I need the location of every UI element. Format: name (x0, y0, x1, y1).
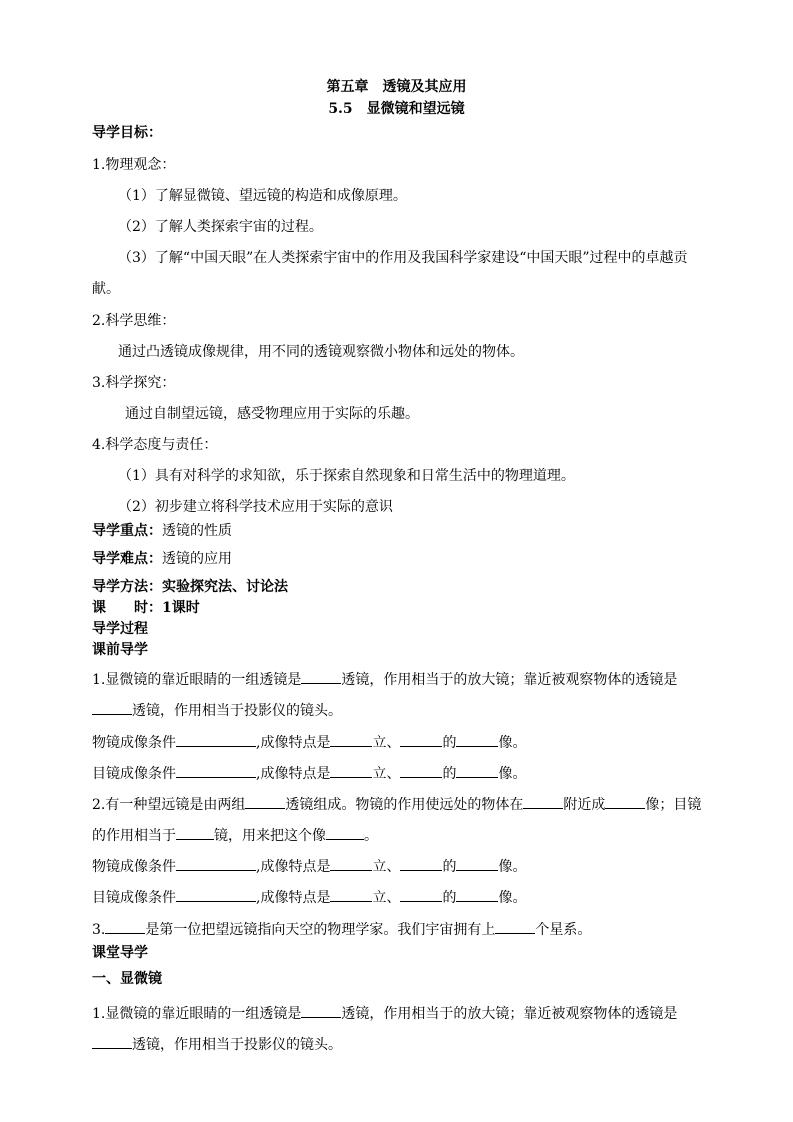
pre-q2-text-g: 。 (364, 828, 378, 844)
cond-li: 立、 (372, 890, 401, 906)
class-q1-text-b: 透镜，作用相当于的放大镜；靠近被观察物体的透镜是 (341, 1006, 678, 1022)
pre-q2-text-e: 的作用相当于 (92, 828, 176, 844)
answer-blank[interactable] (176, 826, 214, 840)
section-title: 5.5 显微镜和望远镜 (328, 101, 465, 117)
answer-blank[interactable] (330, 733, 372, 747)
pre-q1-text-a: 1.显微镜的靠近眼睛的一组透镜是 (92, 672, 302, 688)
goal-4-2: （2）初步建立将科学技术应用于实际的意识 (118, 499, 393, 515)
answer-blank[interactable] (523, 795, 563, 809)
answer-blank[interactable] (456, 857, 498, 871)
class-q1-line2 (92, 1035, 342, 1052)
cond-de: 的 (442, 766, 457, 782)
pre-q3-text-c: 个星系。 (535, 922, 592, 938)
cond-xiang: 像。 (498, 735, 527, 751)
class-hours: 课 时：1课时 (92, 600, 200, 616)
pre-q2-text-a: 2.有一种望远镜是由两组 (92, 797, 246, 813)
answer-blank[interactable] (301, 670, 341, 684)
pre-eye-condition-2 (92, 888, 526, 905)
cond-xiang: 像。 (498, 766, 527, 782)
key-point-label: 导学重点： (92, 523, 162, 539)
cond-li: 立、 (372, 766, 401, 782)
answer-blank[interactable] (330, 857, 372, 871)
answer-blank[interactable] (456, 733, 498, 747)
cond-li: 立、 (372, 735, 401, 751)
answer-blank[interactable] (301, 1004, 341, 1018)
chapter-title: 第五章 透镜及其应用 (326, 79, 467, 95)
pre-q3-text-b: 是第一位把望远镜指向天空的物理学家。我们宇宙拥有上 (145, 922, 496, 938)
pre-q3 (92, 920, 591, 937)
goal-2-text: 通过凸透镜成像规律，用不同的透镜观察微小物体和远处的物体。 (118, 344, 524, 360)
goal-1-3: （3）了解“中国天眼”在人类探索宇宙中的作用及我国科学家建设“中国天眼”过程中的卓越贡 (118, 250, 688, 266)
goal-1-2: （2）了解人类探索宇宙的过程。 (118, 219, 323, 235)
microscope-heading: 一、显微镜 (92, 971, 162, 987)
answer-blank[interactable] (400, 764, 442, 778)
pre-q2-text-c: 附近成 (563, 797, 606, 813)
pre-obj-condition (92, 733, 526, 750)
goal-scientific-thinking: 2.科学思维： (92, 313, 176, 329)
answer-blank[interactable] (400, 888, 442, 902)
pre-q1-text-b: 透镜，作用相当于的放大镜；靠近被观察物体的透镜是 (341, 672, 678, 688)
goal-1-1: （1）了解显微镜、望远镜的构造和成像原理。 (118, 188, 407, 204)
cond-li: 立、 (372, 859, 401, 875)
pre-q2-text-d: 像；目镜 (645, 797, 702, 813)
key-point-text: 透镜的性质 (162, 523, 232, 539)
answer-blank[interactable] (605, 795, 645, 809)
pre-q1-line2 (92, 701, 342, 718)
answer-blank[interactable] (245, 795, 285, 809)
pre-q1-text-c: 透镜，作用相当于投影仪的镜头。 (132, 703, 342, 719)
answer-blank[interactable] (92, 701, 132, 715)
cond-de: 的 (442, 859, 457, 875)
pre-q1-line1 (92, 670, 677, 687)
cond-mid: ,成像特点是 (256, 766, 331, 782)
difficult-point (92, 552, 232, 566)
answer-blank[interactable] (330, 888, 372, 902)
answer-blank[interactable] (105, 920, 145, 934)
answer-blank[interactable] (92, 1035, 132, 1049)
class-q1-text-c: 透镜，作用相当于投影仪的镜头。 (132, 1037, 342, 1053)
answer-blank[interactable] (330, 764, 372, 778)
answer-blank[interactable] (456, 888, 498, 902)
class-q1-text-a: 1.显微镜的靠近眼睛的一组透镜是 (92, 1006, 302, 1022)
pre-q2-line1 (92, 795, 701, 812)
pre-class-heading: 课前导学 (92, 642, 148, 658)
cond-xiang: 像。 (498, 890, 527, 906)
key-point (92, 524, 232, 538)
cond-de: 的 (442, 890, 457, 906)
method: 导学方法：实验探究法、讨论法 (92, 579, 288, 595)
goals-heading: 导学目标： (92, 125, 162, 141)
goal-attitude: 4.科学态度与责任： (92, 437, 218, 453)
goal-scientific-inquiry: 3.科学探究： (92, 375, 176, 391)
cond-de: 的 (442, 735, 457, 751)
cond-label: 目镜成像条件 (92, 766, 176, 782)
pre-q3-text-a: 3. (92, 922, 106, 938)
pre-q2-line2 (92, 826, 378, 843)
answer-blank[interactable] (176, 857, 256, 871)
answer-blank[interactable] (176, 733, 256, 747)
cond-mid: ,成像特点是 (256, 859, 331, 875)
goal-physics-concept: 1.物理观念： (92, 157, 176, 173)
cond-xiang: 像。 (498, 859, 527, 875)
difficult-point-text: 透镜的应用 (162, 551, 232, 567)
answer-blank[interactable] (176, 764, 256, 778)
cond-mid: ,成像特点是 (256, 735, 331, 751)
goal-4-1: （1）具有对科学的求知欲，乐于探索自然现象和日常生活中的物理道理。 (118, 468, 575, 484)
answer-blank[interactable] (456, 764, 498, 778)
difficult-point-label: 导学难点： (92, 551, 162, 567)
pre-q2-text-f: 镜，用来把这个像 (214, 828, 326, 844)
cond-label: 目镜成像条件 (92, 890, 176, 906)
cond-label: 物镜成像条件 (92, 735, 176, 751)
classroom-heading: 课堂导学 (92, 945, 148, 961)
answer-blank[interactable] (176, 888, 256, 902)
answer-blank[interactable] (400, 857, 442, 871)
cond-label: 物镜成像条件 (92, 859, 176, 875)
class-q1-line1 (92, 1004, 677, 1021)
answer-blank[interactable] (326, 826, 364, 840)
process-heading: 导学过程 (92, 621, 148, 637)
pre-obj-condition-2 (92, 857, 526, 874)
pre-eye-condition (92, 764, 526, 781)
pre-q2-text-b: 透镜组成。物镜的作用使远处的物体在 (285, 797, 524, 813)
answer-blank[interactable] (400, 733, 442, 747)
answer-blank[interactable] (495, 920, 535, 934)
goal-1-3-cont: 献。 (92, 281, 120, 297)
cond-mid: ,成像特点是 (256, 890, 331, 906)
goal-3-text: 通过自制望远镜，感受物理应用于实际的乐趣。 (125, 406, 419, 422)
